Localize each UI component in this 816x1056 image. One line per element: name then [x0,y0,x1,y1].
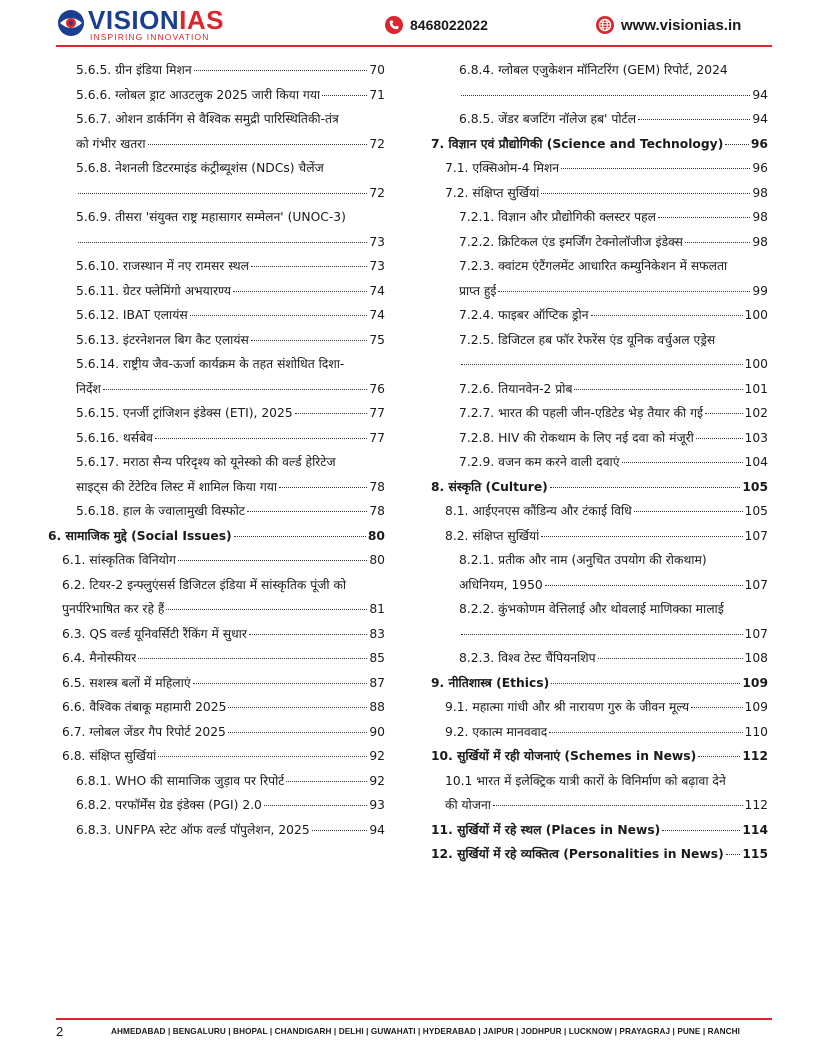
toc-entry-row [76,58,385,83]
header-divider [56,45,772,47]
toc-section-entry[interactable] [48,744,385,769]
dot-leader [638,119,750,120]
dot-leader [461,95,750,96]
toc-entry-row [76,475,385,500]
toc-entry-row [431,744,768,769]
toc-subsection-entry[interactable] [48,793,385,818]
toc-page-number: 73 [369,234,385,249]
toc-entry-row [76,769,385,794]
toc-entry-row [459,622,768,647]
toc-entry-title: 7. विज्ञान एवं प्रौद्योगिकी (Science and Technology) [431,136,724,151]
globe-icon [596,16,614,34]
toc-entry-title: 5.6.10. राजस्थान में नए रामसर स्थल [76,259,249,273]
toc-entry-row [76,132,385,157]
toc-entry-title: 6. सामाजिक मुद्दे (Social Issues) [48,528,232,543]
website-contact[interactable] [596,15,741,35]
dot-leader [103,389,367,390]
dot-leader [498,291,750,292]
toc-entry-title: अधिनियम, 1950 [459,577,543,592]
toc-entry-row [431,842,768,867]
toc-page-number: 96 [750,136,768,151]
toc-page-number: 80 [369,553,385,567]
dot-leader [78,242,367,243]
toc-entry-title: 7.1. एक्सिओम-4 मिशन [445,161,560,175]
dot-leader [193,683,368,684]
dot-leader [461,634,743,635]
dot-leader [228,732,367,733]
toc-entry-title: 8.2.3. विश्व टेस्ट चैंपियनशिप [459,651,596,665]
dot-leader [545,585,743,586]
toc-entry-title: 7.2.8. HIV की रोकथाम के लिए नई दवा को मंजूरी [459,430,694,445]
vision-eye-logo-icon [56,8,86,38]
toc-entry-row [459,646,768,671]
toc-entry-row [76,279,385,304]
toc-entry-title: 7.2. संक्षिप्त सुर्खियां [445,185,540,200]
toc-subsection-entry[interactable] [48,426,385,451]
dot-leader [658,217,750,218]
toc-page-number: 81 [369,602,385,616]
toc-entry-row [76,426,385,451]
toc-entry-title: 7.2.6. तियानवेन-2 प्रोब [459,381,573,396]
toc-subsection-entry[interactable] [48,303,385,328]
toc-chapter-entry[interactable] [431,842,768,867]
toc-entry-title: 6.3. QS वर्ल्ड यूनिवर्सिटी रैंकिंग में सुधार [62,626,247,641]
toc-subsection-entry[interactable] [48,279,385,304]
toc-subsection-entry[interactable] [48,328,385,353]
toc-section-entry[interactable] [431,720,768,745]
toc-section-entry[interactable] [48,622,385,647]
toc-entry-title: 12. सुर्खियों में रहे व्यक्तित्व (Personalities in News) [431,847,724,861]
page-header [0,0,816,46]
toc-chapter-entry[interactable] [431,818,768,843]
toc-entry-title: 6.8. संक्षिप्त सुर्खियां [62,749,157,763]
toc-subsection-entry[interactable] [48,83,385,108]
toc-entry-row [445,524,768,549]
toc-subsection-entry[interactable] [431,328,768,377]
dot-leader [696,438,743,439]
toc-entry-row [459,573,768,598]
toc-page-number: 70 [369,63,385,77]
toc-subsection-entry[interactable] [431,377,768,402]
page-number: 2 [56,1024,64,1039]
toc-subsection-entry[interactable] [431,401,768,426]
toc-entry-row [76,83,385,108]
toc-subsection-entry[interactable] [48,769,385,794]
toc-entry-row [62,597,385,622]
dot-leader [662,830,740,831]
footer-city-list: AHMEDABAD | BENGALURU | BHOPAL | CHANDIGARH | DELHI | GUWAHATI | HYDERABAD | JAIPUR | JODHPUR | LUCKNOW | PRAYAGRAJ | PUNE | RANCHI [111,1027,741,1036]
toc-entry-row [459,230,768,255]
dot-leader [551,683,740,684]
toc-subsection-entry[interactable] [431,205,768,230]
toc-entry-title: 7.2.1. विज्ञान और प्रौद्योगिकी क्लस्टर पहल [459,210,657,224]
toc-page-number: 78 [369,479,385,494]
toc-page-number: 98 [752,185,768,200]
toc-subsection-entry[interactable] [431,646,768,671]
toc-page-number: 73 [369,259,385,273]
toc-subsection-entry[interactable] [431,58,768,107]
toc-subsection-entry[interactable] [431,426,768,451]
toc-entry-title: 7.2.9. वजन कम करने वाली दवाएं [459,455,620,469]
dot-leader [138,658,367,659]
toc-entry-title: 7.2.7. भारत की पहली जीन-एडिटेड भेड़ तैयार की गई [459,406,704,420]
toc-chapter-entry[interactable] [431,671,768,696]
toc-entry-title: 8.2. संक्षिप्त सुर्खियां [445,528,540,543]
logo-text-main: VISION [88,5,180,35]
toc-entry-row [76,303,385,328]
toc-page-number: 114 [742,822,768,837]
toc-entry-title: 9. नीतिशास्त्र (Ethics) [431,675,550,690]
dot-leader [234,536,366,537]
toc-entry-title-line: 10.1 भारत में इलेक्ट्रिक यात्री कारों के विनिर्माण को बढ़ावा देने [445,773,726,788]
toc-page-number: 72 [369,136,385,151]
toc-entry-row [76,818,385,843]
toc-entry-row [445,695,768,720]
toc-entry-row [76,181,385,206]
toc-chapter-entry[interactable] [431,475,768,500]
toc-entry-row [459,279,768,304]
toc-entry-row [445,720,768,745]
toc-page-number: 105 [744,504,768,518]
toc-entry-row [431,818,768,843]
dot-leader [178,560,367,561]
toc-entry-row [445,793,768,818]
toc-entry-title-line: 8.2.2. कुंभकोणम वेत्तिलाई और थोवलाई माणिक्का मालाई [459,602,724,616]
toc-entry-title: 9.2. एकात्म मानववाद [445,724,548,739]
toc-entry-row [431,671,768,696]
toc-entry-title-line: 6.8.4. ग्लोबल एजुकेशन मॉनिटरिंग (GEM) रिपोर्ट, 2024 [459,63,728,77]
toc-page-number: 94 [369,822,385,837]
toc-page-number: 80 [367,528,385,543]
toc-entry-row [76,328,385,353]
toc-entry-row [62,720,385,745]
toc-entry-title: 5.6.6. ग्लोबल ड्राट आउटलुक 2025 जारी किया गया [76,87,321,102]
toc-entry-row [62,646,385,671]
toc-section-entry[interactable] [431,695,768,720]
toc-subsection-entry[interactable] [48,205,385,254]
toc-page-number: 107 [744,528,768,543]
toc-page-number: 77 [369,430,385,445]
dot-leader [249,634,367,635]
dot-leader [685,242,750,243]
toc-entry-title-line: 7.2.5. डिजिटल हब फॉर रेफरेंस एंड यूनिक वर्चुअल एड्रेस [459,332,716,347]
toc-subsection-entry[interactable] [431,303,768,328]
toc-subsection-entry[interactable] [48,352,385,401]
toc-subsection-entry[interactable] [48,58,385,83]
toc-entry-row [431,132,768,157]
toc-entry-row [62,548,385,573]
toc-entry-title: 6.8.5. जेंडर बजटिंग नॉलेज हब' पोर्टल [459,112,637,126]
toc-entry-title-line: 5.6.17. मराठा सैन्य परिदृश्य को यूनेस्को की वर्ल्ड हेरिटेज [76,455,336,469]
toc-page-number: 100 [744,357,768,371]
toc-page-number: 92 [369,773,385,788]
website-url: www.visionias.in [621,16,742,34]
toc-page-number: 98 [752,210,768,224]
toc-section-entry[interactable] [431,524,768,549]
toc-entry-title: 11. सुर्खियों में रहे स्थल (Places in News) [431,822,661,837]
toc-page-number: 71 [369,87,385,102]
toc-page-number: 90 [369,724,385,739]
toc-entry-title: 5.6.15. एनर्जी ट्रांजिशन इंडेक्स (ETI), 2025 [76,406,293,420]
phone-icon [385,16,403,34]
toc-entry-title-line: 5.6.7. ओशन डार्कनिंग से वैश्विक समुद्री पारिस्थितिकी-तंत्र [76,112,339,126]
toc-subsection-entry[interactable] [48,254,385,279]
toc-entry-row [48,524,385,549]
logo-tagline: INSPIRING INNOVATION [90,32,210,42]
toc-subsection-entry[interactable] [431,107,768,132]
dot-leader [155,438,367,439]
toc-entry-row [76,401,385,426]
toc-entry-title-line: 5.6.14. राष्ट्रीय जैव-ऊर्जा कार्यक्रम के तहत संशोधित दिशा- [76,357,345,371]
toc-entry-row [62,622,385,647]
toc-entry-title: 5.6.11. ग्रेटर फ्लेमिंगो अभयारण्य [76,283,231,298]
toc-entry-title-line: 6.2. टियर-2 इन्फ्लुएंसर्स डिजिटल इंडिया में सांस्कृतिक पूंजी को [62,577,347,592]
toc-entry-title: 5.6.12. IBAT एलायंस [76,308,188,322]
phone-contact[interactable] [385,15,488,35]
toc-entry-row [459,83,768,108]
toc-entry-title: की योजना [445,798,491,812]
dot-leader [312,830,368,831]
toc-entry-row [76,254,385,279]
toc-subsection-entry[interactable] [48,107,385,156]
toc-section-entry[interactable] [431,156,768,181]
toc-subsection-entry[interactable] [48,499,385,524]
toc-subsection-entry[interactable] [48,818,385,843]
dot-leader [148,144,368,145]
dot-leader [279,487,367,488]
toc-subsection-entry[interactable] [431,254,768,303]
toc-entry-title: निर्देश [76,381,101,396]
dot-leader [166,609,367,610]
toc-entry-title: 10. सुर्खियों में रही योजनाएं (Schemes in News) [431,749,697,763]
toc-page-number: 88 [369,700,385,714]
toc-entry-title: को गंभीर खतरा [76,136,146,151]
toc-entry-title: 6.6. वैश्विक तंबाकू महामारी 2025 [62,700,227,714]
toc-page-number: 109 [742,675,768,690]
toc-entry-title: 8. संस्कृति (Culture) [431,479,548,494]
dot-leader [698,756,740,757]
toc-entry-row [459,377,768,402]
dot-leader [228,707,367,708]
toc-entry-row [459,352,768,377]
toc-entry-title: प्राप्त हुई [459,283,497,298]
toc-section-entry[interactable] [48,646,385,671]
dot-leader [634,511,743,512]
dot-leader [158,756,367,757]
toc-page-number: 108 [744,651,768,665]
toc-page-number: 72 [369,185,385,200]
toc-chapter-entry[interactable] [431,744,768,769]
dot-leader [574,389,742,390]
toc-entry-title: 7.2.4. फाइबर ऑप्टिक ड्रोन [459,308,589,322]
toc-section-entry[interactable] [48,548,385,573]
toc-entry-row [76,377,385,402]
toc-entry-row [459,303,768,328]
toc-page-number: 77 [369,406,385,420]
dot-leader [726,854,741,855]
toc-section-entry[interactable] [48,671,385,696]
toc-entry-row [459,107,768,132]
toc-entry-title-line: 8.2.1. प्रतीक और नाम (अनुचित उपयोग की रोकथाम) [459,553,707,567]
toc-page-number: 101 [744,381,768,396]
toc-entry-title: 9.1. महात्मा गांधी और श्री नारायण गुरु के जीवन मूल्य [445,700,690,714]
toc-page-number: 85 [369,651,385,665]
toc-page-number: 112 [742,749,768,763]
dot-leader [264,805,367,806]
toc-page-number: 78 [369,504,385,518]
toc-subsection-entry[interactable] [48,156,385,205]
dot-leader [561,168,750,169]
toc-entry-row [76,793,385,818]
footer-divider [56,1018,772,1020]
toc-page-number: 107 [744,626,768,641]
toc-entry-title: पुनर्परिभाषित कर रहे हैं [62,602,165,616]
toc-entry-row [459,450,768,475]
dot-leader [598,658,743,659]
phone-number: 8468022022 [410,17,488,33]
toc-entry-title: साइट्स की टेंटेटिव लिस्ट में शामिल किया गया [76,479,278,494]
toc-entry-row [459,426,768,451]
dot-leader [691,707,742,708]
toc-entry-row [445,156,768,181]
toc-entry-title: 6.8.3. UNFPA स्टेट ऑफ वर्ल्ड पॉपुलेशन, 2025 [76,822,310,837]
toc-page-number: 103 [744,430,768,445]
toc-entry-title: 5.6.13. इंटरनेशनल बिग कैट एलायंस [76,332,249,347]
toc-page-number: 74 [369,308,385,322]
toc-page-number: 109 [744,700,768,714]
toc-entry-title: 5.6.18. हाल के ज्वालामुखी विस्फोट [76,504,245,518]
dot-leader [247,511,367,512]
toc-chapter-entry[interactable] [48,524,385,549]
dot-leader [286,781,367,782]
dot-leader [541,193,750,194]
toc-page-number: 107 [744,577,768,592]
logo-wordmark [88,6,224,34]
toc-subsection-entry[interactable] [431,548,768,597]
toc-entry-row [62,695,385,720]
toc-entry-title: 6.7. ग्लोबल जेंडर गैप रिपोर्ट 2025 [62,724,226,739]
dot-leader [251,340,368,341]
toc-page-number: 93 [369,798,385,812]
toc-entry-row [459,401,768,426]
toc-entry-title-line: 7.2.3. क्वांटम एंटैंगलमेंट आधारित कम्युनिकेशन में सफलता [459,259,728,273]
dot-leader [461,364,743,365]
dot-leader [591,315,743,316]
dot-leader [622,462,743,463]
toc-page-number: 92 [369,749,385,763]
toc-page-number: 74 [369,283,385,298]
toc-entry-title: 6.1. सांस्कृतिक विनियोग [62,553,176,567]
dot-leader [233,291,367,292]
toc-entry-row [76,230,385,255]
toc-left-column [48,58,385,842]
dot-leader [493,805,743,806]
toc-entry-row [62,744,385,769]
toc-page-number: 110 [744,724,768,739]
dot-leader [705,413,742,414]
toc-entry-row [62,671,385,696]
toc-subsection-entry[interactable] [431,230,768,255]
toc-entry-title: 5.6.5. ग्रीन इंडिया मिशन [76,63,192,77]
toc-entry-row [445,499,768,524]
toc-page-number: 94 [752,112,768,126]
dot-leader [251,266,367,267]
toc-entry-row [431,475,768,500]
toc-entry-row [445,181,768,206]
toc-entry-title: 8.1. आईएनएस कौंडिन्य और टंकाई विधि [445,504,632,518]
visionias-logo[interactable] [56,6,236,40]
toc-subsection-entry[interactable] [431,450,768,475]
toc-page-number: 96 [752,161,768,175]
toc-page-number: 115 [742,847,768,861]
toc-entry-title-line: 5.6.9. तीसरा 'संयुक्त राष्ट्र महासागर सम्मेलन' (UNOC-3) [76,210,346,224]
toc-section-entry[interactable] [431,769,768,818]
toc-section-entry[interactable] [48,720,385,745]
dot-leader [725,144,749,145]
toc-section-entry[interactable] [431,499,768,524]
logo-text-accent: IAS [179,5,224,35]
dot-leader [190,315,368,316]
toc-entry-title: 6.8.2. परफॉर्मेंस ग्रेड इंडेक्स (PGI) 2.0 [76,798,262,812]
toc-entry-title: 6.8.1. WHO की सामाजिक जुड़ाव पर रिपोर्ट [76,773,285,788]
toc-right-column [431,58,768,867]
dot-leader [295,413,368,414]
toc-page-number: 98 [752,234,768,249]
dot-leader [550,487,741,488]
toc-subsection-entry[interactable] [431,597,768,646]
toc-page-number: 100 [744,308,768,322]
toc-section-entry[interactable] [431,181,768,206]
dot-leader [322,95,367,96]
toc-page-number: 94 [752,87,768,102]
dot-leader [194,70,368,71]
toc-subsection-entry[interactable] [48,450,385,499]
toc-section-entry[interactable] [48,695,385,720]
toc-page-number: 83 [369,626,385,641]
toc-page-number: 104 [744,455,768,469]
toc-page-number: 99 [752,283,768,298]
toc-page-number: 87 [369,675,385,690]
dot-leader [549,732,742,733]
toc-subsection-entry[interactable] [48,401,385,426]
dot-leader [541,536,742,537]
toc-entry-row [76,499,385,524]
toc-entry-row [459,205,768,230]
toc-entry-title-line: 5.6.8. नेशनली डिटरमाइंड कंट्रीब्यूशंस (NDCs) चैलेंज [76,161,324,175]
toc-section-entry[interactable] [48,573,385,622]
toc-page-number: 102 [744,406,768,420]
toc-page-number: 75 [369,332,385,347]
toc-page-number: 105 [742,479,768,494]
toc-entry-title: 5.6.16. थर्सबेव [76,430,153,445]
toc-entry-title: 7.2.2. क्रिटिकल एंड इमर्जिंग टेक्नोलॉजीज इंडेक्स [459,234,683,249]
toc-entry-title: 6.5. सशस्त्र बलों में महिलाएं [62,675,191,690]
toc-page-number: 76 [369,381,385,396]
toc-page-number: 112 [744,798,768,812]
toc-entry-title: 6.4. मैनोस्फीयर [62,651,137,665]
dot-leader [78,193,367,194]
toc-chapter-entry[interactable] [431,132,768,157]
